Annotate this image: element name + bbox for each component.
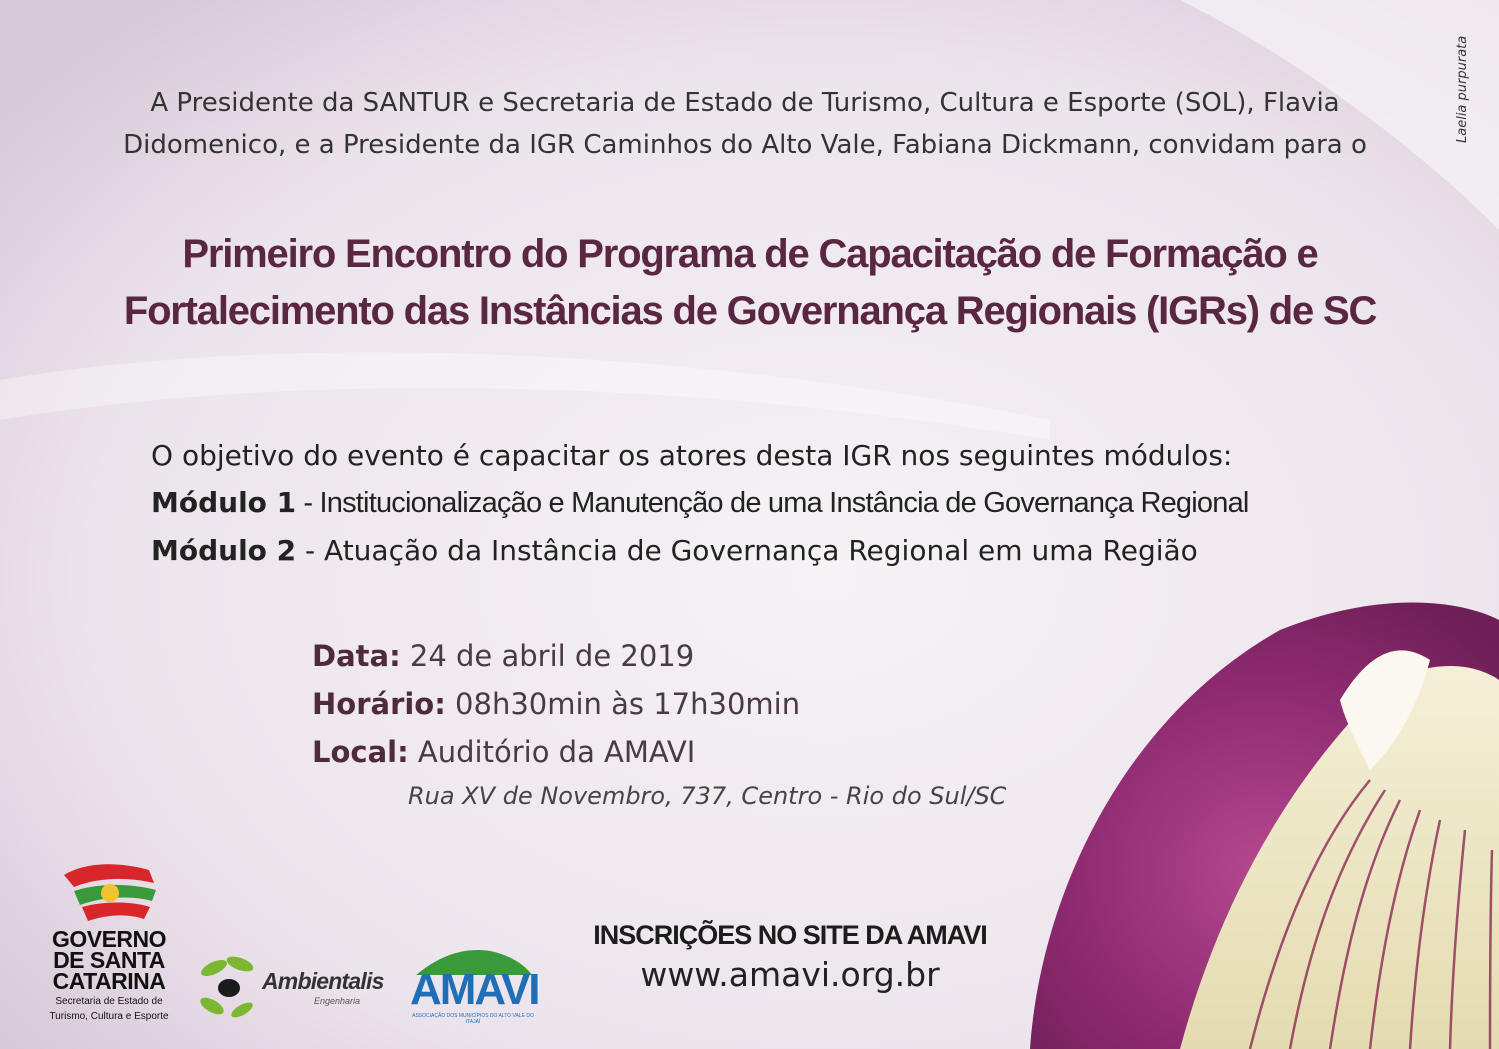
time-label: Horário: <box>312 687 446 721</box>
registration <box>560 920 1020 994</box>
governo-line-2: DE SANTA <box>53 947 165 973</box>
amavi-name: AMAVI <box>410 965 539 1014</box>
invitation-intro <box>60 82 1430 166</box>
ambientalis-name: Ambientalis <box>262 968 384 994</box>
ambientalis-sub: Engenharia <box>314 996 361 1006</box>
governo-line-3: CATARINA <box>52 968 166 994</box>
governo-sub-1: Secretaria de Estado de <box>55 996 163 1007</box>
module-1-label: Módulo 1 <box>151 486 297 519</box>
time-value: 08h30min às 17h30min <box>445 687 801 721</box>
species-caption: Laelia purpurata <box>1455 35 1470 143</box>
time-row <box>312 680 1212 728</box>
module-2 <box>151 527 1451 574</box>
event-title <box>40 226 1460 340</box>
place-value: Auditório da AMAVI <box>408 735 696 769</box>
module-2-label: Módulo 2 <box>151 534 297 567</box>
olive-branch-icon <box>196 948 262 1028</box>
address: Rua XV de Novembro, 737, Centro - Rio do Sul/SC <box>408 782 1007 810</box>
intro-line-2: Didomenico, e a Presidente da IGR Caminhos do Alto Vale, Fabiana Dickmann, convidam para o <box>123 130 1367 160</box>
governo-sub-2: Turismo, Cultura e Esporte <box>49 1011 169 1022</box>
module-2-text: - Atuação da Instância de Governança Regional em uma Região <box>296 534 1198 567</box>
date-value: 24 de abril de 2019 <box>400 639 695 673</box>
governo-sc-logo <box>44 855 174 1035</box>
objective-section <box>151 432 1451 574</box>
ambientalis-logo <box>196 948 386 1028</box>
event-details <box>312 632 1212 816</box>
amavi-sub: ASSOCIAÇÃO DOS MUNICÍPIOS DO ALTO VALE DO ITAJAÍ <box>412 1013 534 1025</box>
module-1 <box>151 479 1451 527</box>
amavi-logo <box>410 945 539 1025</box>
place-label: Local: <box>312 735 409 769</box>
objective-intro: O objetivo do evento é capacitar os atores desta IGR nos seguintes módulos: <box>151 439 1233 472</box>
registration-url[interactable]: www.amavi.org.br <box>640 955 940 994</box>
date-label: Data: <box>312 639 401 673</box>
governo-line-1: GOVERNO <box>51 926 167 952</box>
registration-heading: INSCRIÇÕES NO SITE DA AMAVI <box>593 920 987 950</box>
sc-map-icon <box>44 855 174 925</box>
place-row <box>312 728 1212 776</box>
module-1-text: - Institucionalização e Manutenção de uma Instância de Governança Regional <box>296 487 1249 519</box>
date-row <box>312 632 1212 680</box>
title-line-1: Primeiro Encontro do Programa de Capacitação de Formação e <box>182 232 1318 276</box>
intro-line-1: A Presidente da SANTUR e Secretaria de Estado de Turismo, Cultura e Esporte (SOL), Flavia <box>150 88 1340 118</box>
title-line-2: Fortalecimento das Instâncias de Governança Regionais (IGRs) de SC <box>123 289 1377 333</box>
